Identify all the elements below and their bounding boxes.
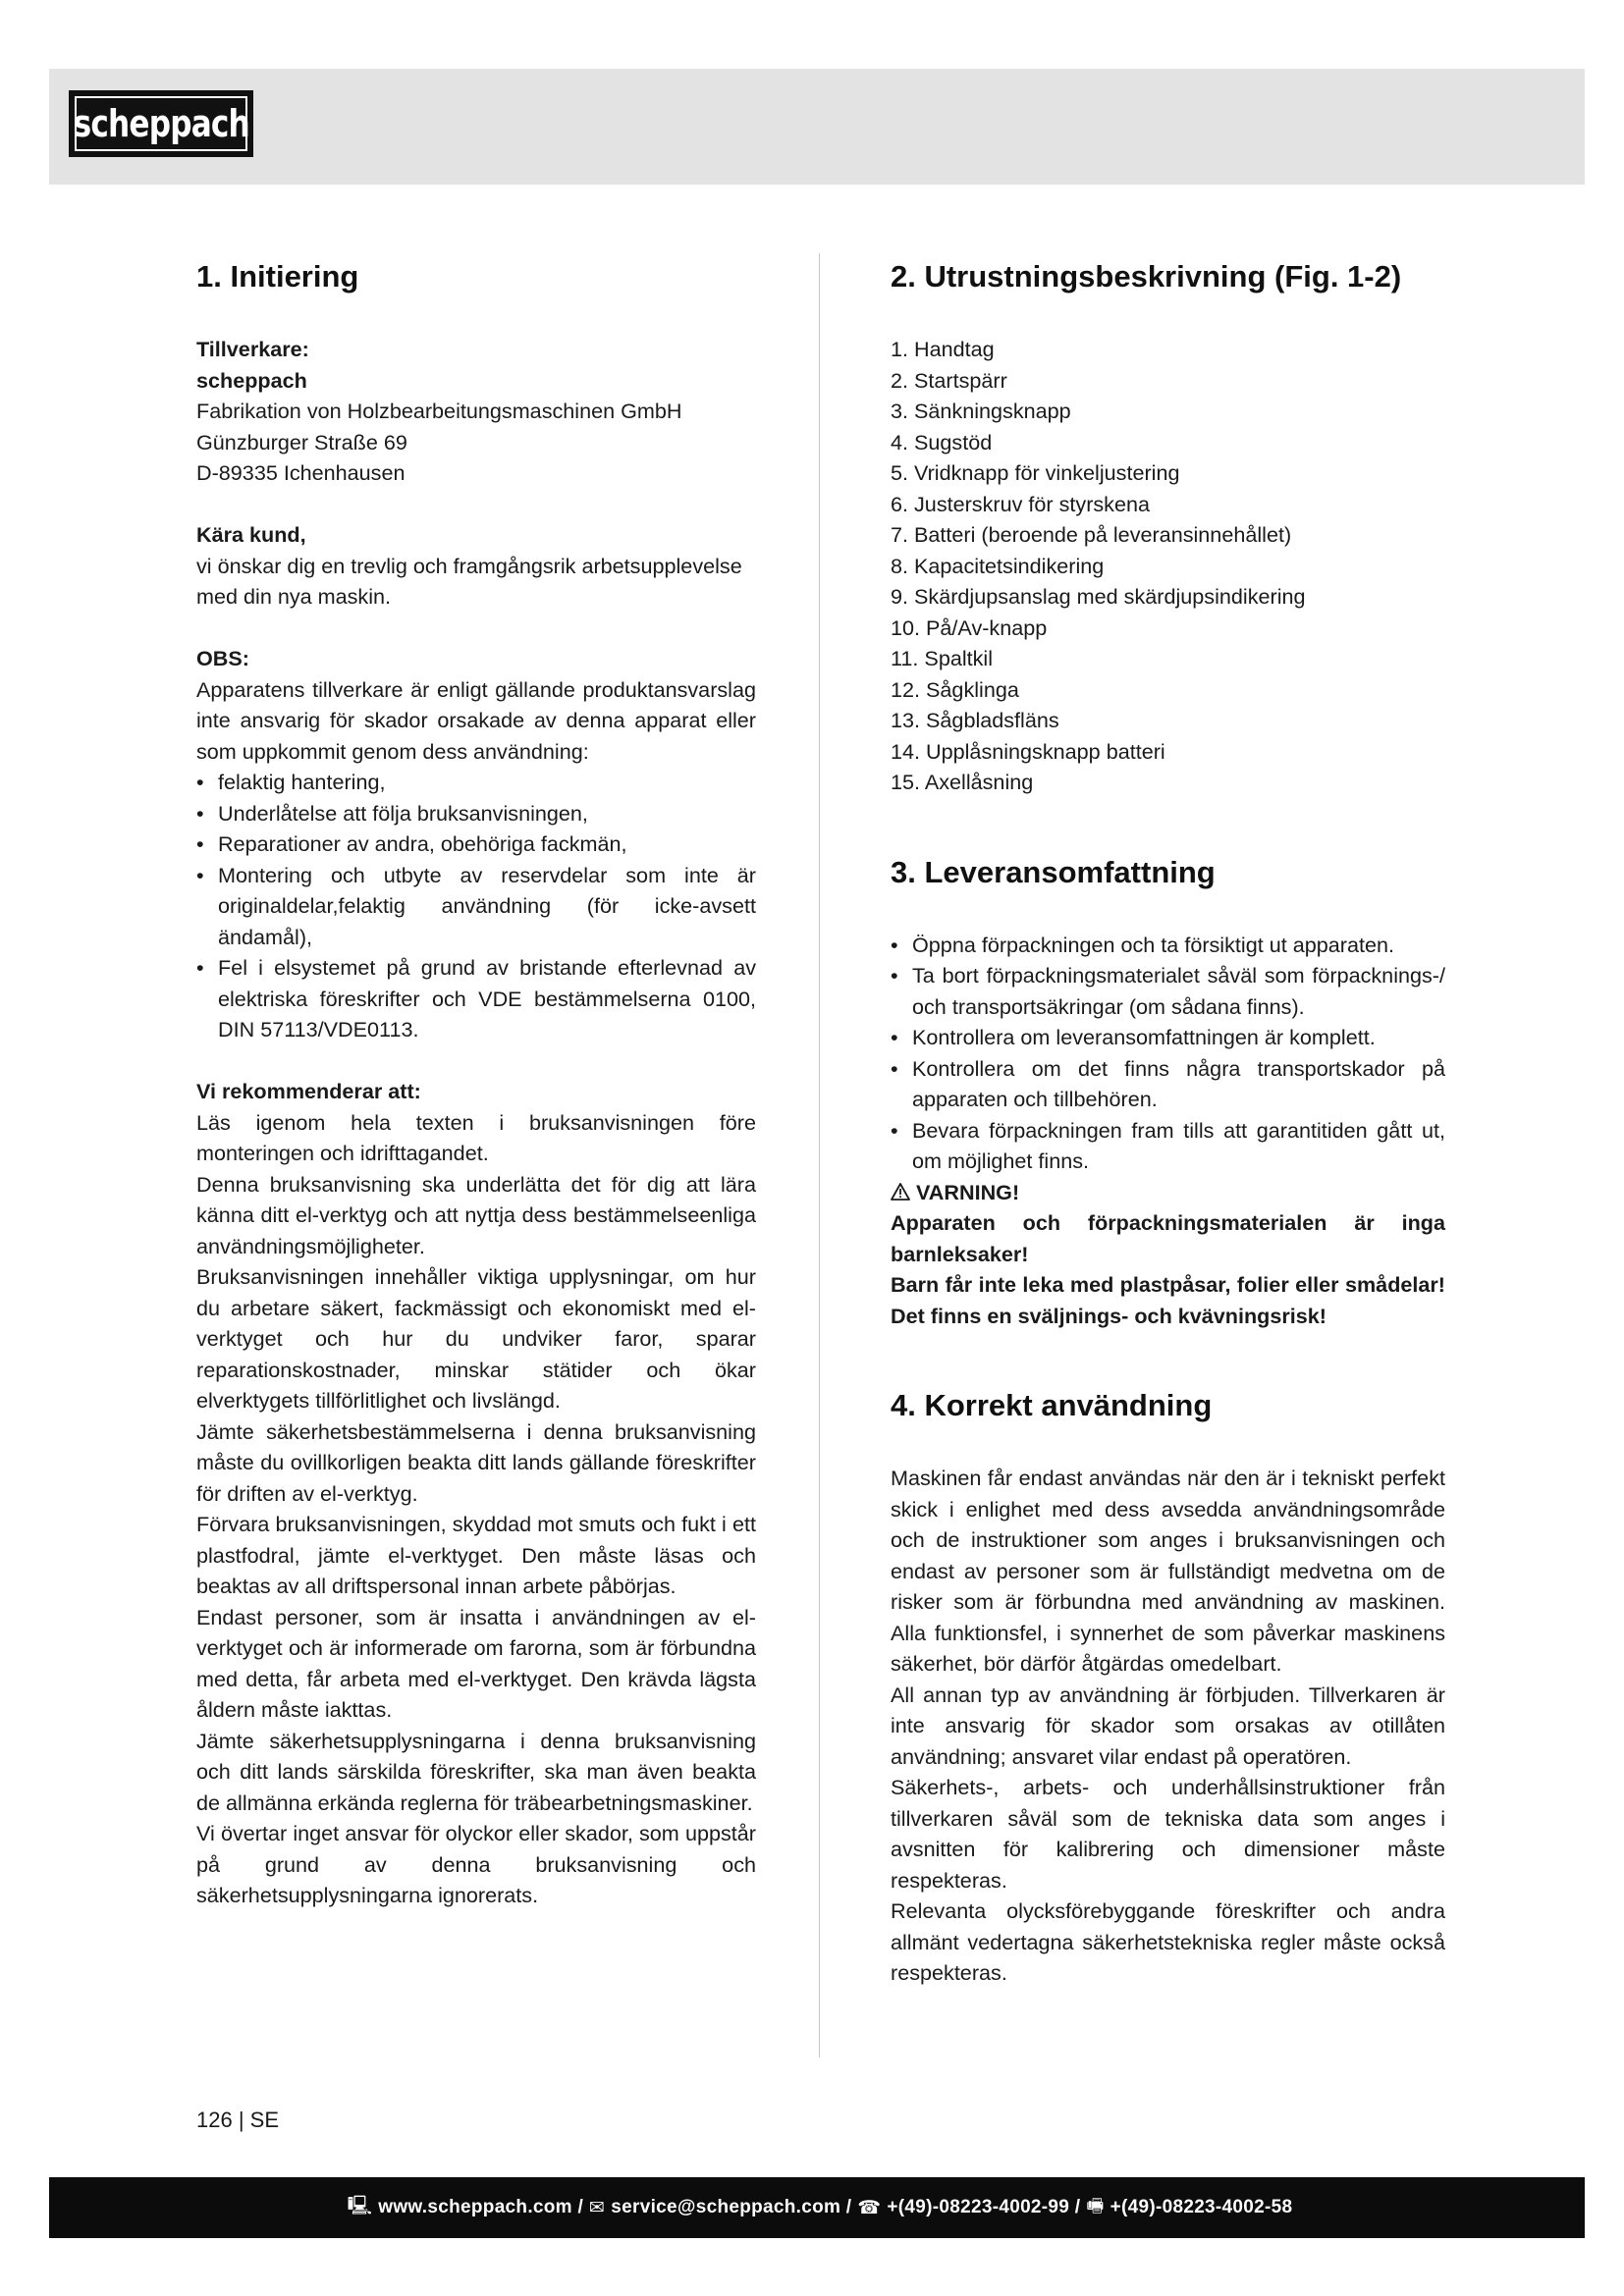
email-link[interactable]: service@scheppach.com /: [611, 2197, 852, 2217]
manufacturer-name: scheppach: [196, 367, 307, 393]
section-1-title: 1. Initiering: [196, 259, 359, 294]
warning-text: Barn får inte leka med plastpåsar, folier eller smådelar! Det finns en sväljnings- och kvävningsrisk!: [891, 1272, 1445, 1328]
warning-title: VARNING!: [916, 1179, 1020, 1204]
paragraph: Läs igenom hela texten i bruksanvisningen före monteringen och idrifttagandet.: [196, 1109, 756, 1165]
page-header: [49, 69, 1585, 185]
section-4-title: 4. Korrekt användning: [891, 1388, 1213, 1422]
paragraph: Endast personer, som är insatta i användningen av el-verktyget och är informerade om farorna, som är förbundna med detta, får arbeta med el-verktyget. Den krävda lägsta åldern måste iakttas.: [196, 1604, 756, 1722]
computer-icon: 🖳: [347, 2196, 373, 2216]
greeting-text: vi önskar dig en trevlig och framgångsrik arbetsupplevelse med din nya maskin.: [196, 553, 742, 609]
right-column: [891, 253, 1445, 1989]
fax-icon: 🖷: [1086, 2196, 1105, 2216]
phone-icon: ☎: [857, 2197, 882, 2218]
list-item: • Öppna förpackningen och ta försiktigt ut apparaten.: [891, 930, 1445, 961]
logo-text: scheppach: [73, 102, 249, 145]
obs-list: [196, 767, 756, 1045]
manufacturer-block: [196, 334, 756, 489]
page-footer: [49, 2177, 1585, 2238]
list-item: 2. Startspärr: [891, 367, 1007, 393]
warning-triangle-icon: [891, 1183, 910, 1201]
list-item: • Kontrollera om leveransomfattningen är komplett.: [891, 1022, 1445, 1053]
greeting-block: [196, 519, 756, 613]
paragraph: Jämte säkerhetsupplysningarna i denna bruksanvisning och ditt lands särskilda föreskrifter, ska man även beakta de allmänna erkända reglerna för träbearbetningsmaskiner.: [196, 1728, 756, 1815]
warning-text: Apparaten och förpackningsmaterialen är inga barnleksaker!: [891, 1210, 1445, 1266]
manufacturer-label: Tillverkare:: [196, 337, 309, 361]
list-item: 9. Skärdjupsanslag med skärdjupsindikering: [891, 584, 1306, 609]
list-item: • Reparationer av andra, obehöriga fackmän,: [196, 828, 756, 860]
address-line: Günzburger Straße 69: [196, 429, 407, 454]
page-number: 126 | SE: [196, 2108, 279, 2132]
paragraph: Denna bruksanvisning ska underlätta det för dig att lära känna ditt el-verktyg och att nyttja dess bestämmelseenliga användningsmöjligheter.: [196, 1171, 756, 1258]
list-item: • Bevara förpackningen fram tills att garantitiden gått ut, om möjlighet finns.: [891, 1115, 1445, 1177]
column-divider: [819, 253, 820, 2057]
list-item: 5. Vridknapp för vinkeljustering: [891, 460, 1180, 485]
correct-use-block: [891, 1463, 1445, 1989]
list-item: • Fel i elsystemet på grund av bristande efterlevnad av elektriska föreskrifter och VDE bestämmelserna 0100, DIN 57113/VDE0113.: [196, 952, 756, 1045]
list-item: 11. Spaltkil: [891, 646, 994, 670]
address-line: D-89335 Ichenhausen: [196, 460, 406, 485]
phone-number: +(49)-08223-4002-99 /: [887, 2197, 1081, 2217]
list-item: 15. Axellåsning: [891, 770, 1034, 794]
obs-title: OBS:: [196, 646, 249, 670]
scheppach-logo: [69, 90, 253, 157]
paragraph: Jämte säkerhetsbestämmelserna i denna bruksanvisning måste du ovillkorligen beakta ditt lands gällande föreskrifter för driften av el-verktyg.: [196, 1418, 756, 1506]
address-line: Fabrikation von Holzbearbeitungsmaschinen GmbH: [196, 399, 682, 423]
left-column: [196, 253, 756, 1911]
recommend-title: Vi rekommenderar att:: [196, 1079, 421, 1103]
mail-icon: ✉: [589, 2197, 606, 2218]
list-item: 14. Upplåsningsknapp batteri: [891, 738, 1165, 764]
paragraph: Maskinen får endast användas när den är i tekniskt perfekt skick i enlighet med dess avsedda användningsområde och de instruktioner som anges i bruksanvisningen och endast av personer som är fullständigt medvetna om de risker som är förbundna med användning av maskinen. Alla funktionsfel, i synnerhet de som påverkar maskinens säkerhet, bör därför åtgärdas omedelbart.: [891, 1466, 1445, 1676]
list-item: • Underlåtelse att följa bruksanvisningen,: [196, 798, 756, 829]
obs-text: Apparatens tillverkare är enligt gällande produktansvarslag inte ansvarig för skador orsakade av denna apparat eller som uppkommit genom dess användning:: [196, 676, 756, 764]
list-item: 3. Sänkningsknapp: [891, 399, 1071, 423]
list-item: • felaktig hantering,: [196, 767, 756, 798]
website-link[interactable]: www.scheppach.com /: [378, 2197, 584, 2217]
paragraph: Relevanta olycksförebyggande föreskrifter och andra allmänt vedertagna säkerhetstekniska regler måste också respekteras.: [891, 1898, 1445, 1985]
warning-block: [891, 1177, 1445, 1332]
delivery-list: [891, 930, 1445, 1177]
recommend-block: [196, 1076, 756, 1911]
obs-block: [196, 643, 756, 1045]
section-2-title: 2. Utrustningsbeskrivning (Fig. 1-2): [891, 259, 1402, 294]
fax-number: +(49)-08223-4002-58: [1110, 2197, 1293, 2217]
paragraph: All annan typ av användning är förbjuden. Tillverkaren är inte ansvarig för skador som orsakas av otillåten användning; ansvaret vilar endast på operatören.: [891, 1682, 1445, 1769]
list-item: 6. Justerskruv för styrskena: [891, 491, 1151, 516]
list-item: • Kontrollera om det finns några transportskador på apparaten och tillbehören.: [891, 1053, 1445, 1115]
list-item: 4. Sugstöd: [891, 429, 993, 454]
warning-heading: [891, 1177, 1445, 1208]
equipment-list: [891, 334, 1445, 798]
paragraph: Säkerhets-, arbets- och underhållsinstruktioner från tillverkaren såväl som de tekniska data som anges i avsnitten för kalibrering och dimensioner måste respekteras.: [891, 1775, 1445, 1893]
paragraph: Vi övertar inget ansvar för olyckor eller skador, som uppstår på grund av denna bruksanvisning och säkerhetsupplysningarna ignorerats.: [196, 1821, 756, 1907]
list-item: • Montering och utbyte av reservdelar som inte är originaldelar,felaktig användning (för icke-avsett ändamål),: [196, 860, 756, 953]
paragraph: Bruksanvisningen innehåller viktiga upplysningar, om hur du arbetare säkert, fackmässigt och ekonomiskt med el-verktyget och hur du undviker faror, sparar reparationskostnader, minskar stätider och ökar elverktygets tillförlitlighet och livslängd.: [196, 1264, 756, 1413]
list-item: 10. På/Av-knapp: [891, 614, 1048, 640]
list-item: 8. Kapacitetsindikering: [891, 553, 1105, 578]
list-item: 7. Batteri (beroende på leveransinnehållet): [891, 522, 1292, 547]
greeting-title: Kära kund,: [196, 522, 306, 547]
list-item: 12. Sågklinga: [891, 676, 1019, 702]
list-item: 1. Handtag: [891, 337, 995, 361]
section-3-title: 3. Leveransomfattning: [891, 854, 1216, 889]
paragraph: Förvara bruksanvisningen, skyddad mot smuts och fukt i ett plastfodral, jämte el-verktyget. Den måste läsas och beaktas av all driftspersonal innan arbete påbörjas.: [196, 1512, 756, 1598]
list-item: 13. Sågbladsfläns: [891, 708, 1059, 732]
list-item: • Ta bort förpackningsmaterialet såväl som förpacknings-/ och transportsäkringar (om sådana finns).: [891, 960, 1445, 1022]
